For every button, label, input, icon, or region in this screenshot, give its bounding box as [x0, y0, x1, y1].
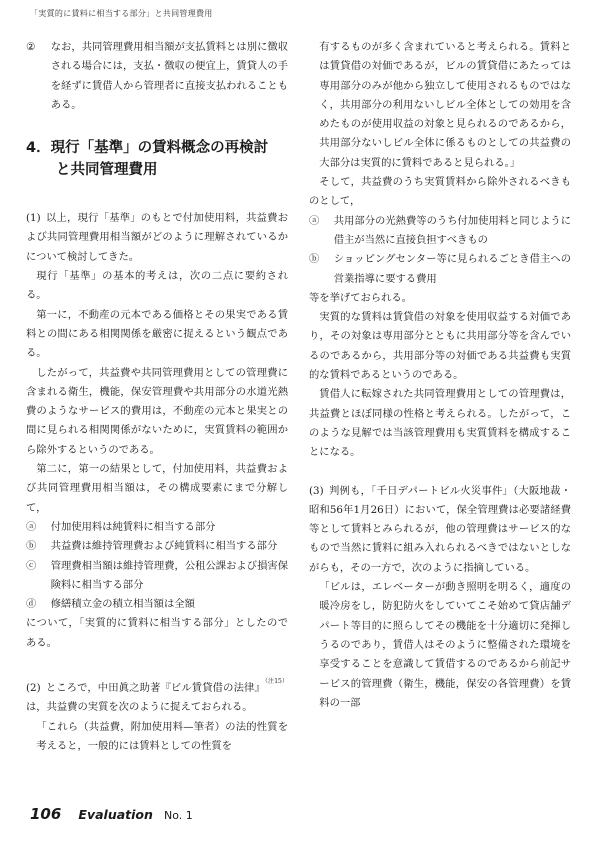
item-d-marker: ⓓ: [26, 598, 37, 611]
item-b-text: 共益費は維持管理費および純賃料に相当する部分: [50, 540, 278, 553]
journal-name: Evaluation: [78, 807, 153, 822]
right-column: [309, 38, 571, 713]
footnote-ref: （注15）: [264, 678, 288, 686]
p7-marker: (2): [26, 682, 41, 695]
paragraph-exclusions: そして，共益費のうち実質賃料から除外されるべきものとして，: [309, 176, 571, 208]
quotation-start: [26, 718, 288, 757]
quotation-continued: 有するものが多く含まれていると考えられる。賃料とは賃貸借の対価であるが，ビルの賃貸借にあたっては専用部分のみが他から独立して使用されるものではなく，共用部分の利用ないしビル全体としての効用を含めたものが使用収益の対象と見られるのであるから，共用部分ないしビル全体に係るものとしての共益費の大部分は実質的に賃料であると見られる。」: [319, 41, 571, 169]
item-a-marker: ⓐ: [26, 520, 37, 533]
p5-text: 判例も，「千日デパートビル火災事件」（大阪地裁・昭和56年1月26日）において，保全管理費は必要諸経費等として賃料とみられるが，他の管理費はサービス的なもので当然に賃料に組み入れられるべきではないとしながらも，その一方で，次のように指摘している。: [309, 484, 571, 574]
paragraph-enumerate: 等を挙げておられる。: [309, 291, 412, 304]
item-a-text: 付加使用料は純賃料に相当する部分: [50, 520, 216, 533]
paragraph-1: [26, 209, 288, 267]
paragraph-conclusion: について，「実質的に賃料に相当する部分」としたのである。: [26, 617, 288, 649]
paragraph-transferred-cost: 賃借人に転嫁された共同管理費用としての管理費は，共益費とほぼ同様の性格と考えられる。したがって，このような見解では当該管理費用も実質賃料を構成することになる。: [309, 388, 571, 459]
section-heading-line2: と共同管理費用: [56, 162, 158, 179]
list-item: [26, 595, 288, 614]
item-b-marker: ⓑ: [26, 540, 37, 553]
section-heading-line1: 4．現行「基準」の賃料概念の再検討: [26, 140, 269, 157]
item-c-marker: ⓒ: [26, 559, 37, 572]
r-item-a-text: 共用部分の光熱費等のうち付加使用料と同じように借主が当然に直接負担すべきもの: [333, 214, 571, 246]
quotation-court: [309, 578, 571, 713]
list-item: [26, 518, 288, 537]
item-c-text: 管理費相当額は維持管理費，公租公課および損害保険料に相当する部分: [50, 559, 288, 591]
list-item: [26, 557, 288, 596]
left-column: [26, 38, 288, 756]
paragraph-first-point: 第一に，不動産の元本である価格とその果実である賃料との間にある相関関係を厳密に捉えるという観点である。: [26, 308, 288, 360]
p7-text-b: は，共益費の実質を次のように捉えておられる。: [26, 701, 253, 714]
quote2-text: 「ビルは，エレベーターが動き照明を明るく，適度の暖冷房をし，防犯防火をしていてこそ始めて貸店舗デパート等目的に照らしてその機能を十分適切に発揮しうるのであり，賃借人はそのように整備された環境を享受することを意識して賃借するのであるから前記サービス的管理費（衛生，機能，保安の各管理費）を賃料の一部: [319, 581, 571, 709]
p7-text-a: ところで，中田眞之助著『ビル賃貸借の法律』: [45, 682, 265, 695]
running-header: 「実質的に賃料に相当する部分」と共同管理費用: [30, 9, 213, 18]
item-d-text: 修繕積立金の積立相当額は全額: [50, 598, 195, 611]
paragraph-second-point: 第二に，第一の結果として，付加使用料，共益費および共同管理費用相当額は，その構成要素にまで分解して，: [26, 463, 288, 514]
paragraph-therefore: したがって，共益費や共同管理費用としての管理費に含まれる衛生，機能，保安管理費や共用部分の水道光熱費のようなサービス的費用は，不動産の元本と果実との間に見られる相関関係がないために，実質賃料の範囲から除外するというのである。: [26, 366, 288, 456]
page-footer: [30, 804, 193, 823]
r-item-a-marker: ⓐ: [309, 214, 320, 227]
list-item: [309, 212, 571, 251]
paragraph-basic-idea: 現行「基準」の基本的考えは，次の二点に要約される。: [26, 270, 288, 302]
para2-marker: ②: [26, 41, 36, 53]
r-item-b-text: ショッピングセンター等に見られるごとき借主への営業指導に要する費用: [333, 253, 571, 285]
paragraph-2: [26, 672, 288, 718]
spacer: [26, 653, 288, 672]
quote-text: 「これら（共益費，附加使用料—筆者）の法的性質を考えると，一般的には賃料としての性質を: [36, 720, 288, 752]
p1-text: 以上，現行「基準」のもとで付加使用料，共益費および共同管理費用相当額がどのように理解されているかについて検討してきた。: [26, 212, 288, 263]
list-item: [26, 537, 288, 556]
paragraph-2-note: [26, 38, 288, 115]
spacer: [309, 463, 571, 482]
paragraph-3: [309, 482, 571, 578]
r-item-b-marker: ⓑ: [309, 253, 320, 266]
section-heading: [26, 137, 288, 181]
p5-marker: (3): [309, 484, 324, 497]
page-number: 106: [30, 805, 62, 823]
issue-number: No. 1: [164, 809, 193, 822]
paragraph-real-rent: 実質的な賃料は賃貸借の対象を使用収益する対価であり，その対象は専用部分とともに共用部分等を含んでいるのであるから，共用部分等の対価である共益費も実質的な賃料であるというのである。: [309, 311, 571, 382]
p1-marker: (1): [26, 212, 41, 225]
list-item: [309, 250, 571, 289]
para2-text: なお，共同管理費用相当額が支払賃料とは別に徴収される場合には，支払・徴収の便宜上，賃貸人の手を経ずに賃借人から管理者に直接支払われることもある。: [50, 41, 288, 111]
